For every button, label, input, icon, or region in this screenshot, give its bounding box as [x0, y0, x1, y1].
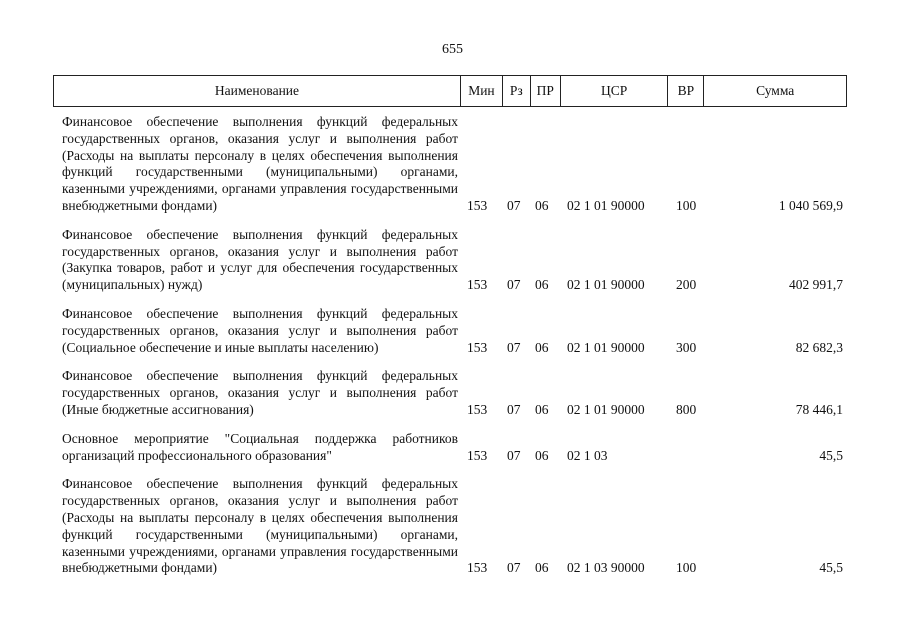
row-min: 153 — [467, 560, 488, 576]
table-row — [62, 306, 852, 356]
row-pr: 06 — [535, 277, 549, 293]
header-min: Мин — [461, 76, 503, 106]
row-min: 153 — [467, 401, 488, 417]
header-pr: ПР — [531, 76, 561, 106]
table-row — [62, 368, 852, 418]
row-vr: 800 — [676, 401, 697, 417]
row-csr: 02 1 01 90000 — [567, 339, 645, 355]
row-pr: 06 — [535, 401, 549, 417]
row-csr: 02 1 01 90000 — [567, 401, 645, 417]
row-sum: 45,5 — [819, 447, 843, 463]
row-name: Финансовое обеспечение выполнения функций федеральных государственных органов, оказания услуг и выполнения работ (Социальное обеспечение и иные выплаты населению) — [62, 305, 458, 355]
row-sum: 402 991,7 — [789, 277, 843, 293]
header-rz: Рз — [503, 76, 531, 106]
row-sum: 1 040 569,9 — [778, 197, 843, 213]
header-sum: Сумма — [756, 83, 795, 98]
header-name: Наименование — [54, 76, 461, 106]
row-rz: 07 — [507, 277, 521, 293]
row-name: Основное мероприятие "Социальная поддержка работников организаций профессионального образования" — [62, 430, 458, 463]
row-rz: 07 — [507, 447, 521, 463]
row-name: Финансовое обеспечение выполнения функций федеральных государственных органов, оказания услуг и выполнения работ (Расходы на выплаты персоналу в целях обеспечения выполнения функций государственными (муниципальными) органами, казенными учреждениями, органами управления государственными внебюджетными фондами) — [62, 476, 458, 576]
row-sum: 45,5 — [819, 560, 843, 576]
table-header — [53, 75, 847, 107]
row-rz: 07 — [507, 560, 521, 576]
row-min: 153 — [467, 339, 488, 355]
row-csr: 02 1 01 90000 — [567, 277, 645, 293]
row-sum: 82 682,3 — [795, 339, 843, 355]
row-name: Финансовое обеспечение выполнения функций федеральных государственных органов, оказания услуг и выполнения работ (Закупка товаров, работ и услуг для обеспечения государственных (муниципальных) нужд) — [62, 226, 458, 293]
table-row — [62, 431, 852, 465]
row-pr: 06 — [535, 197, 549, 213]
row-pr: 06 — [535, 447, 549, 463]
page-number: 655 — [442, 42, 463, 57]
row-name: Финансовое обеспечение выполнения функций федеральных государственных органов, оказания услуг и выполнения работ (Иные бюджетные ассигнования) — [62, 368, 458, 417]
row-csr: 02 1 01 90000 — [567, 197, 645, 213]
row-rz: 07 — [507, 401, 521, 417]
row-vr: 100 — [676, 197, 697, 213]
row-csr: 02 1 03 — [567, 447, 608, 463]
row-vr: 100 — [676, 560, 697, 576]
row-min: 153 — [467, 197, 488, 213]
row-csr: 02 1 03 90000 — [567, 560, 645, 576]
row-min: 153 — [467, 277, 488, 293]
table-body — [62, 114, 852, 589]
row-vr: 300 — [676, 339, 697, 355]
table-row — [62, 227, 852, 294]
row-rz: 07 — [507, 197, 521, 213]
row-min: 153 — [467, 447, 488, 463]
header-csr: ЦСР — [561, 76, 669, 106]
row-vr: 200 — [676, 277, 697, 293]
row-pr: 06 — [535, 560, 549, 576]
row-rz: 07 — [507, 339, 521, 355]
row-name: Финансовое обеспечение выполнения функций федеральных государственных органов, оказания услуг и выполнения работ (Расходы на выплаты персоналу в целях обеспечения выполнения функций государственными (муниципальными) органами, казенными учреждениями, органами управления государственными внебюджетными фондами) — [62, 114, 458, 213]
table-row — [62, 114, 852, 215]
row-sum: 78 446,1 — [795, 401, 843, 417]
table-row — [62, 476, 852, 577]
header-vr: ВР — [668, 76, 704, 106]
row-pr: 06 — [535, 339, 549, 355]
